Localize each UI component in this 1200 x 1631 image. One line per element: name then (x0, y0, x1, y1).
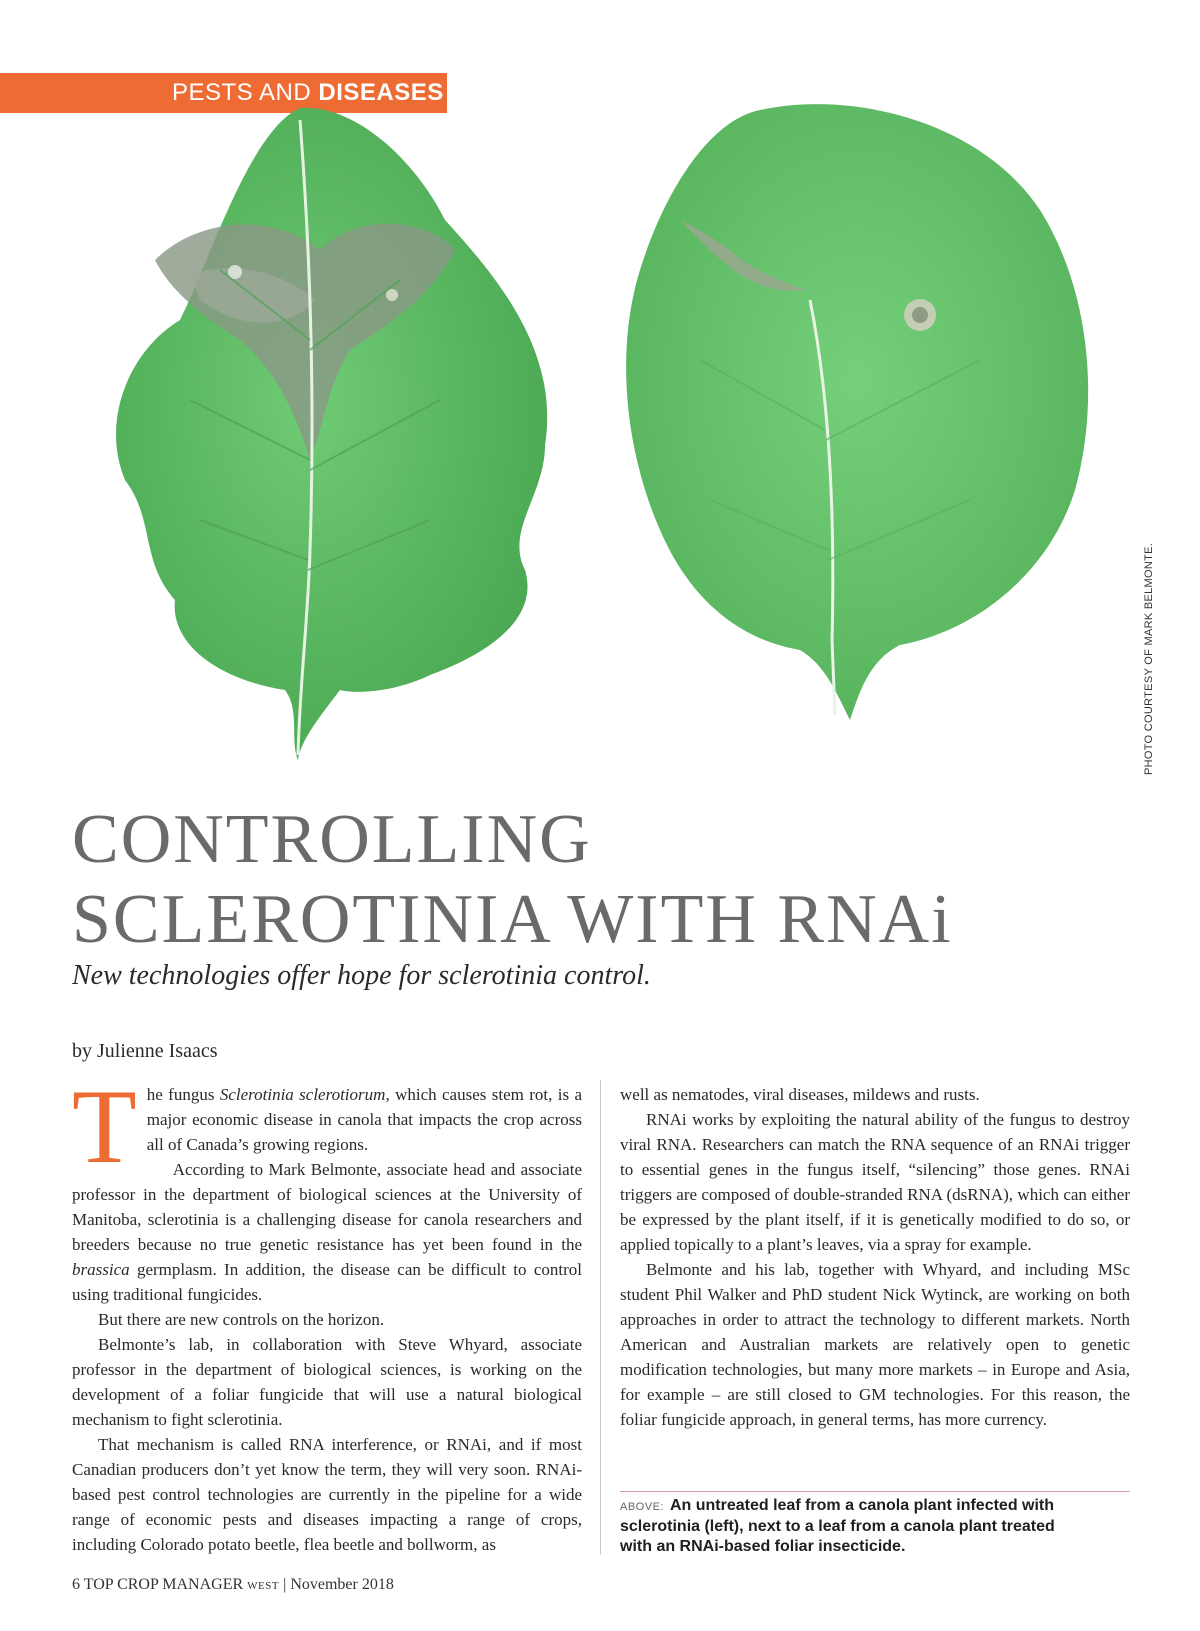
paragraph-6: well as nematodes, viral diseases, mildews and rusts. (620, 1085, 980, 1104)
dropcap: T (72, 1068, 137, 1185)
genus-name: brassica (72, 1260, 130, 1279)
photo-caption (620, 1496, 1090, 1557)
paragraph-5: That mechanism is called RNA interference, or RNAi, and if most Canadian producers don’t yet know the term, they will very soon. RNAi-based pest control technologies are currently in the pipeline for a wide range of economic pests and diseases impacting a range of crops, including Colorado potato beetle, flea beetle and bollworm, as (72, 1435, 582, 1554)
publication-edition: WEST (247, 1580, 280, 1592)
paragraph-3: But there are new controls on the horizon. (98, 1310, 385, 1329)
article-column-1 (72, 1068, 582, 1557)
headline-line-2: SCLEROTINIA WITH RNAi (72, 881, 953, 958)
paragraph-8: Belmonte and his lab, together with Whyard, and including MSc student Phil Walker and PhD student Nick Wytinck, are working on both approaches in order to attract the technology to different markets. North American and Australian markets are relatively open to genetic modification technologies, but many more markets – in Europe and Asia, for example – are still closed to GM technologies. For this reason, the foliar fungicide approach, in general terms, has more currency. (620, 1260, 1130, 1429)
caption-rule (620, 1491, 1130, 1492)
paragraph-2-text-b: germplasm. In addition, the disease can be difficult to control using traditional fungicides. (72, 1260, 582, 1304)
photo-credit: PHOTO COURTESY OF MARK BELMONTE. (1143, 542, 1155, 775)
paragraph-7: RNAi works by exploiting the natural ability of the fungus to destroy viral RNA. Researchers can match the RNA sequence of an RNAi trigger to essential genes in the fungus itself, “silencing” those genes. RNAi triggers are composed of double-stranded RNA (dsRNA), which can either be expressed by the plant itself, if it is genetically modified to do so, or applied topically to a plant’s leaves, via a spray for example. (620, 1110, 1130, 1254)
section-tag-light: PESTS AND (172, 79, 319, 106)
species-name: Sclerotinia sclerotiorum (219, 1085, 386, 1104)
publication-name: TOP CROP MANAGER (83, 1576, 244, 1593)
paragraph-1 (72, 1068, 582, 1185)
section-tag-bold: DISEASES (318, 79, 444, 106)
treated-leaf-photo (620, 100, 1120, 750)
article-column-2 (620, 1082, 1130, 1432)
issue-date: November 2018 (290, 1576, 394, 1593)
footer-separator: | (283, 1576, 287, 1593)
page-footer (72, 1576, 394, 1594)
paragraph-1-text-a: he fungus (146, 1085, 220, 1104)
deck: New technologies offer hope for sclerotinia control. (72, 960, 651, 991)
infected-leaf-photo (100, 100, 575, 770)
paragraph-2 (72, 1157, 582, 1307)
page-number: 6 (72, 1576, 80, 1593)
column-divider (600, 1080, 601, 1555)
byline: by Julienne Isaacs (72, 1040, 218, 1062)
paragraph-4: Belmonte’s lab, in collaboration with Steve Whyard, associate professor in the department of biological sciences, is working on the development of a foliar fungicide that will use a natural biological mechanism to fight sclerotinia. (72, 1335, 582, 1429)
headline-line-1: CONTROLLING (72, 801, 592, 878)
paragraph-2-text-a: According to Mark Belmonte, associate head and associate professor in the department of biological sciences at the University of Manitoba, sclerotinia is a challenging disease for canola researchers and breeders because no true genetic resistance has yet been found in the (72, 1160, 582, 1254)
paragraph-1-text-b: , which causes stem rot, is a major economic disease in canola that impacts the crop across all of Canada’s growing regions. (146, 1085, 582, 1154)
headline (72, 800, 1132, 960)
caption-lead: ABOVE: (620, 1501, 664, 1513)
caption-text: An untreated leaf from a canola plant infected with sclerotinia (left), next to a leaf from a canola plant treated with an RNAi-based foliar insecticide. (620, 1497, 1055, 1555)
